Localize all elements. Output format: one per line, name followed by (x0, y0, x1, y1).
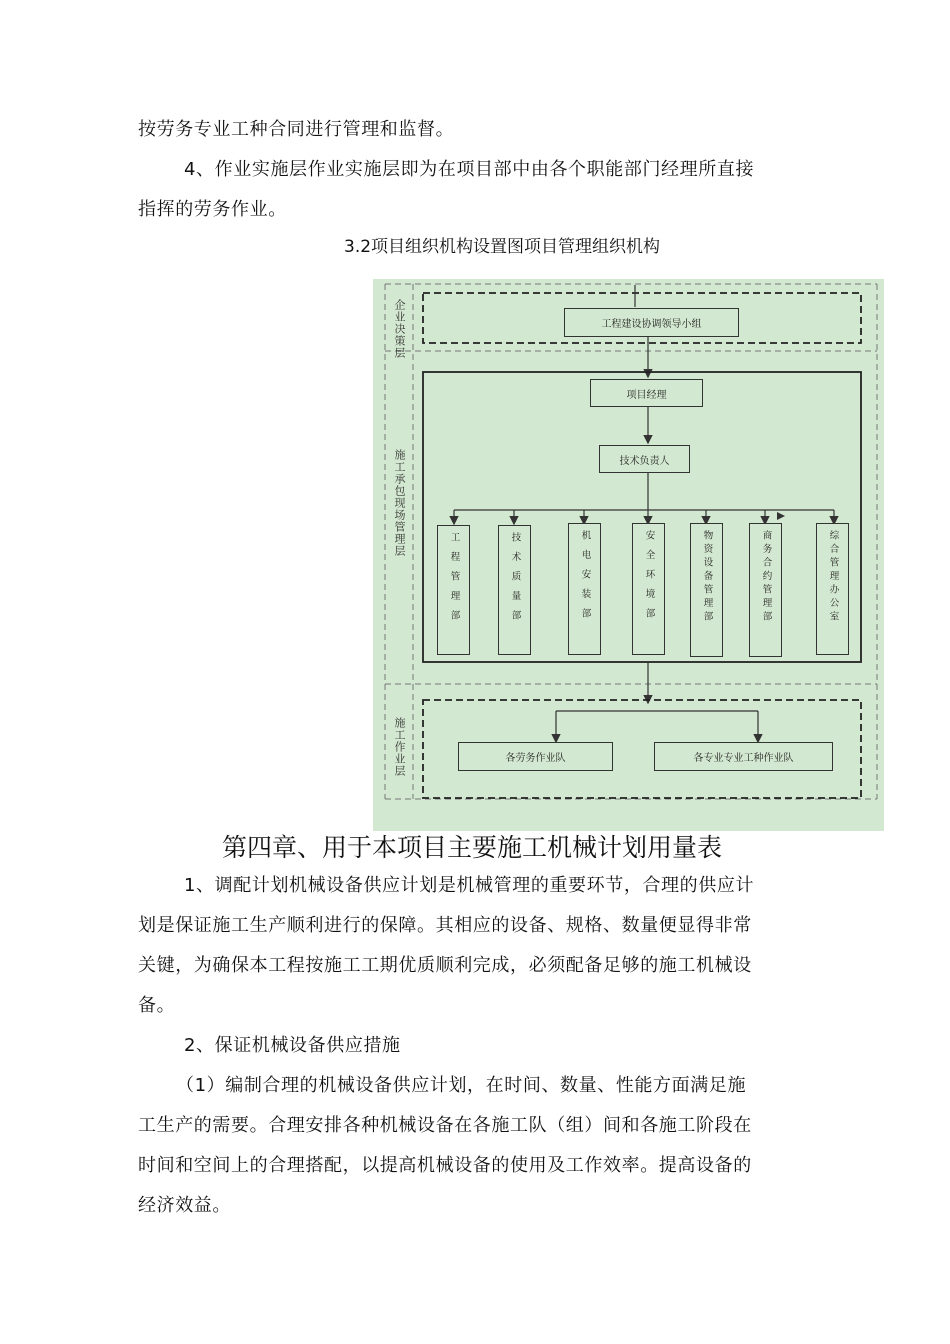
paragraph-line: 备。 (138, 995, 176, 1016)
paragraph-line: 4、作业实施层作业实施层即为在项目部中由各个职能部门经理所直接 (184, 159, 755, 180)
layer-label-management: 施工承包现场管理层 (393, 449, 406, 557)
box-dept-commercial (749, 523, 782, 657)
paragraph-line: 划是保证施工生产顺利进行的保障。其相应的设备、规格、数量便显得非常 (138, 915, 752, 936)
figure-caption: 3.2项目组织机构设置图项目管理组织机构 (344, 237, 661, 257)
paragraph-line: 经济效益。 (138, 1195, 231, 1216)
dept-label: 工程管理部 (448, 532, 460, 630)
paragraph-line: 按劳务专业工种合同进行管理和监督。 (138, 119, 455, 140)
dept-label: 综合管理办公室 (827, 530, 839, 625)
box-tech-lead: 技术负责人 (599, 445, 690, 473)
dept-label: 物资设备管理部 (701, 530, 713, 625)
paragraph-line: 指挥的劳务作业。 (138, 199, 287, 220)
paragraph-line: 工生产的需要。合理安排各种机械设备在各施工队（组）间和各施工阶段在 (138, 1115, 752, 1136)
paragraph-line: 时间和空间上的合理搭配，以提高机械设备的使用及工作效率。提高设备的 (138, 1155, 752, 1176)
layer-label-operation: 施工作业层 (393, 717, 406, 777)
box-project-manager: 项目经理 (590, 379, 703, 407)
chapter-title: 第四章、用于本项目主要施工机械计划用量表 (222, 833, 723, 862)
paragraph-line: 关键，为确保本工程按施工工期优质顺利完成，必须配备足够的施工机械设 (138, 955, 752, 976)
box-dept-materials (690, 523, 723, 657)
dept-label: 安全环境部 (643, 530, 655, 628)
dept-label: 机电安装部 (579, 530, 591, 628)
org-chart-figure (373, 279, 884, 831)
box-top-group: 工程建设协调领导小组 (564, 308, 739, 337)
box-team-labor: 各劳务作业队 (458, 742, 613, 771)
box-dept-mep (568, 523, 601, 655)
dept-label: 技术质量部 (509, 532, 521, 630)
box-dept-tech-quality (498, 525, 531, 655)
paragraph-line: 1、调配计划机械设备供应计划是机械管理的重要环节，合理的供应计 (184, 875, 755, 896)
box-dept-admin-office (816, 523, 849, 655)
paragraph-line: （1）编制合理的机械设备供应计划，在时间、数量、性能方面满足施 (176, 1075, 747, 1096)
paragraph-line: 2、保证机械设备供应措施 (184, 1035, 401, 1056)
box-dept-engineering (437, 525, 470, 655)
layer-label-decision: 企业决策层 (393, 299, 406, 359)
dept-label: 商务合约管理部 (760, 530, 772, 625)
box-dept-safety (632, 523, 665, 655)
box-team-specialty: 各专业专业工种作业队 (654, 742, 833, 771)
